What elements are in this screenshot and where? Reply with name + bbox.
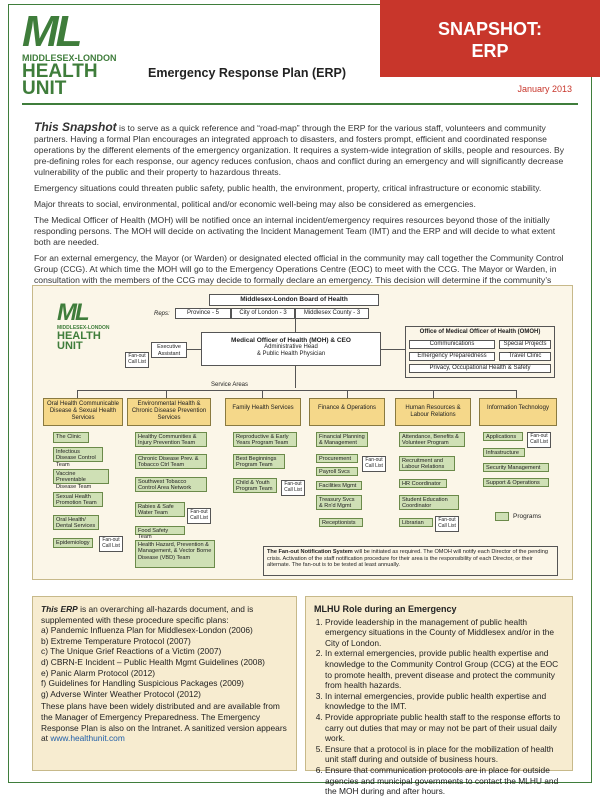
snapshot-label: SNAPSHOT:	[437, 19, 542, 39]
program-child-youth: Child & Youth Program Team	[233, 478, 277, 493]
program-treasury: Treasury Svcs & Rn'd Mgmt	[316, 495, 362, 510]
role-item: 6. Ensure that communication protocols are in place for outside agencies and municipal governments to contact the MLHU and the MOH during and after hours.	[325, 765, 564, 797]
program-sexual-health: Sexual Health Promotion Team	[53, 492, 103, 507]
role-item: 3. In internal emergencies, provide public health expertise and knowledge to the IMT.	[325, 691, 564, 712]
fanout-call-list: Fan-out Call List	[99, 536, 123, 552]
healthunit-link[interactable]: www.healthunit.com	[50, 733, 125, 744]
program-epidemiology: Epidemiology	[53, 538, 93, 548]
mlhu-role-title: MLHU Role during an Emergency	[314, 604, 457, 614]
fanout-note-text: will be initiated as required. The OMOH will notify each Director of the pending crisis. Activation of the staff notification procedure for their area is the responsibility of each Director, or their alternate. The fan-out is to be tested at least annually.	[267, 549, 548, 568]
connector	[262, 390, 263, 398]
fanout-call-list: Fan-out Call List	[281, 480, 305, 496]
fanout-call-list: Fan-out Call List	[362, 456, 386, 472]
intro-paragraph-2: Emergency situations could threaten public safety, public health, the environment, property, critical infrastructure or economic stability.	[34, 183, 542, 193]
program-best-beginnings: Best Beginnings Program Team	[233, 454, 285, 469]
program-librarian: Librarian	[399, 518, 433, 527]
program-financial-planning: Financial Planning & Management	[316, 432, 368, 447]
mlhu-role-box	[305, 596, 573, 797]
omoh-special-projects: Special Projects	[499, 340, 551, 349]
program-healthy-communities: Healthy Communities & Injury Prevention Team	[135, 432, 207, 447]
erp-plans-lead: This ERP	[41, 604, 78, 614]
reps-label: Reps:	[154, 311, 170, 317]
program-security-management: Security Management	[483, 463, 549, 472]
erp-plans-box	[32, 596, 297, 771]
connector	[381, 349, 405, 350]
role-item: 4. Provide appropriate public health staff to the response efforts to carry out duties that may or may not be part of their usual daily work.	[325, 712, 564, 744]
connector	[187, 349, 201, 350]
snapshot-banner	[380, 0, 600, 77]
org-logo-unit: UNIT	[57, 340, 83, 352]
omoh-title: Office of Medical Officer of Health (OMOH)	[419, 329, 541, 335]
erp-plans-lead-text: is an overarching all-hazards document, and is supplemented with these procedure specific plans:	[41, 604, 254, 625]
mlhu-role-list	[314, 617, 564, 797]
program-oral-health: Oral Health/ Dental Services	[53, 515, 99, 530]
erp-plans-closing	[41, 701, 288, 743]
org-chart	[32, 285, 573, 580]
rep-province: Province - 5	[175, 308, 231, 319]
program-reproductive-early-years: Reproductive & Early Years Program Team	[233, 432, 297, 447]
role-item: 2. In external emergencies, provide public health expertise and knowledge to the Community Control Group (CCG) at the EOC to promote health, prevent disease and protect the community from health hazards.	[325, 648, 564, 690]
logo-unit: UNIT	[22, 78, 67, 99]
omoh-privacy-ohs: Privacy, Occupational Health & Safety	[409, 364, 551, 373]
document-title: Emergency Response Plan (ERP)	[148, 66, 346, 80]
board-of-health: Middlesex-London Board of Health	[209, 294, 379, 306]
role-item: 1. Provide leadership in the management of public health emergency situations in the County of Middlesex and/or in the City of London.	[325, 617, 564, 649]
intro-paragraph-3: Major threats to social, environmental, political and/or economic well-being may also be considered as emergencies.	[34, 199, 476, 209]
program-vaccine-preventable: Vaccine Preventable Disease Team	[53, 469, 109, 484]
role-item: 5. Ensure that a protocol is in place for the mobilization of health unit staff during and outside of business hours.	[325, 744, 564, 765]
org-logo-subtitle: MIDDLESEX-LONDON	[57, 325, 110, 331]
connector	[433, 390, 434, 398]
fanout-call-list: Fan-out Call List	[187, 508, 211, 524]
dept-finance-operations: Finance & Operations	[309, 398, 385, 426]
program-facilities: Facilities Mgmt	[316, 481, 362, 490]
intro-lead: This Snapshot	[34, 120, 117, 134]
fanout-note-title: The Fan-out Notification System	[267, 549, 353, 555]
divider	[22, 103, 578, 105]
moh-subtitle-1: Administrative Head	[264, 344, 318, 350]
connector	[295, 366, 296, 388]
program-procurement: Procurement	[316, 454, 358, 463]
moh-subtitle-2: & Public Health Physician	[256, 351, 326, 357]
plan-item: b) Extreme Temperature Protocol (2007)	[41, 635, 191, 646]
org-chart-logo	[57, 299, 127, 352]
rep-county: Middlesex County - 3	[295, 308, 369, 319]
moh-title: Medical Officer of Health (MOH) & CEO	[231, 337, 351, 344]
program-chronic-disease: Chronic Disease Prev. & Tobacco Ctrl Team	[135, 454, 207, 469]
erp-plans-closing-text: These plans have been widely distributed and are available from the Manager of Emergency Preparedness. The Emergency Response Plan is also on the Intranet. A sanitized version appears at	[41, 701, 287, 744]
service-areas-bus	[77, 390, 517, 391]
connector	[347, 390, 348, 398]
omoh-travel-clinic: Travel Clinic	[499, 352, 551, 361]
legend-swatch	[495, 512, 509, 521]
logo-health: HEALTH	[22, 61, 98, 82]
intro-paragraph-4: The Medical Officer of Health (MOH) will be notified once an internal incident/emergency requires resources beyond those of the initially responding persons. The MOH will decide on activating the Incident Management Team (IMT) and the ERP and will decide to what extent both are needed.	[34, 215, 556, 247]
program-applications: Applications	[483, 432, 523, 441]
program-attendance-benefits: Attendance, Benefits & Volunteer Program	[399, 432, 465, 447]
program-student-education: Student Education Coordinator	[399, 495, 459, 510]
dept-environmental-chronic: Environmental Health & Chronic Disease Prevention Services	[127, 398, 211, 426]
program-southwest-tobacco: Southwest Tobacco Control Area Network	[135, 477, 207, 492]
program-the-clinic: The Clinic	[53, 432, 89, 443]
rep-city: City of London - 3	[231, 308, 295, 319]
intro-paragraph-1	[34, 122, 574, 178]
health-unit-logo	[22, 7, 132, 99]
header	[0, 0, 600, 100]
program-infrastructure: Infrastructure	[483, 448, 525, 457]
omoh-emergency-preparedness: Emergency Preparedness	[409, 352, 495, 361]
connector	[295, 319, 296, 332]
connector	[77, 390, 78, 398]
fanout-call-list: Fan-out Call List	[435, 516, 459, 532]
moh-box	[201, 332, 381, 366]
logo-mark: ML	[22, 7, 80, 56]
program-rabies-water: Rabies & Safe Water Team	[135, 502, 185, 517]
intro-section	[34, 122, 574, 302]
connector	[516, 390, 517, 398]
program-hr-coordinator: HR Coordinator	[399, 479, 447, 488]
erp-plans-intro	[41, 604, 288, 625]
org-logo-health: HEALTH	[57, 330, 101, 342]
program-support-operations: Support & Operations	[483, 478, 549, 487]
program-payroll: Payroll Svcs	[316, 467, 358, 476]
plan-item: c) The Unique Grief Reactions of a Victim (2007)	[41, 646, 222, 657]
executive-assistant: Executive Assistant	[151, 342, 187, 358]
plan-item: e) Panic Alarm Protocol (2012)	[41, 667, 156, 678]
intro-p1-text: is to serve as a quick reference and “road-map” through the ERP for the various staff, volunteers and community partners. Having a formal Plan encourages an integrated approach to disasters, and fosters prompt, efficient and coordinated response operations by the different elements of the emergency organization. It requires a system-wide integration of skills, people and resources. By pre-defining roles for each response, our agency reduces confusion, chaos and conflict during an emergency and will significantly decrease vulnerability of the public and their property to hazardous threats.	[34, 123, 565, 177]
fanout-call-list: Fan-out Call List	[527, 432, 551, 448]
program-infectious-disease: Infectious Disease Control Team	[53, 447, 103, 462]
dept-information-technology: Information Technology	[479, 398, 557, 426]
omoh-communications: Communications	[409, 340, 495, 349]
connector	[166, 390, 167, 398]
publication-date: January 2013	[517, 84, 572, 94]
dept-human-resources: Human Resources & Labour Relations	[395, 398, 471, 426]
org-logo-mark: ML	[57, 299, 88, 326]
plan-item: d) CBRN-E Incident – Public Health Mgmt Guidelines (2008)	[41, 656, 265, 667]
plan-item: f) Guidelines for Handling Suspicious Packages (2009)	[41, 678, 244, 689]
dept-family-health: Family Health Services	[225, 398, 301, 426]
logo-subtitle: MIDDLESEX-LONDON	[22, 53, 117, 63]
program-food-safety: Food Safety Team	[135, 526, 185, 535]
program-receptionists: Receptionists	[319, 518, 363, 527]
fanout-call-list: Fan-out Call List	[125, 352, 149, 368]
service-areas-label: Service Areas	[211, 382, 249, 388]
intro-paragraph-5: For an external emergency, the Mayor (or Warden) or designated elected official in the community may call together the Community Control Group (CCG). At which time the MOH will go to the Emergency Operations Centre (EOC) to meet with the CCG. The Mayor or Warden, in consultation with the members of the CCG may decide to formally declare an emergency. This decision will determine if the community’s	[34, 253, 564, 285]
fanout-note	[263, 546, 558, 576]
snapshot-topic: ERP	[471, 41, 509, 61]
program-health-hazard: Health Hazard, Prevention & Management, & Vector Borne Disease (VBD) Team	[135, 540, 215, 568]
plan-item: a) Pandemic Influenza Plan for Middlesex-London (2006)	[41, 625, 253, 636]
program-recruitment: Recruitment and Labour Relations	[399, 456, 455, 471]
legend-programs-label: Programs	[513, 513, 542, 520]
plan-item: g) Adverse Winter Weather Protocol (2012)	[41, 688, 201, 699]
dept-oral-communicable-sexual: Oral Health Communicable Disease & Sexual Health Services	[43, 398, 123, 426]
